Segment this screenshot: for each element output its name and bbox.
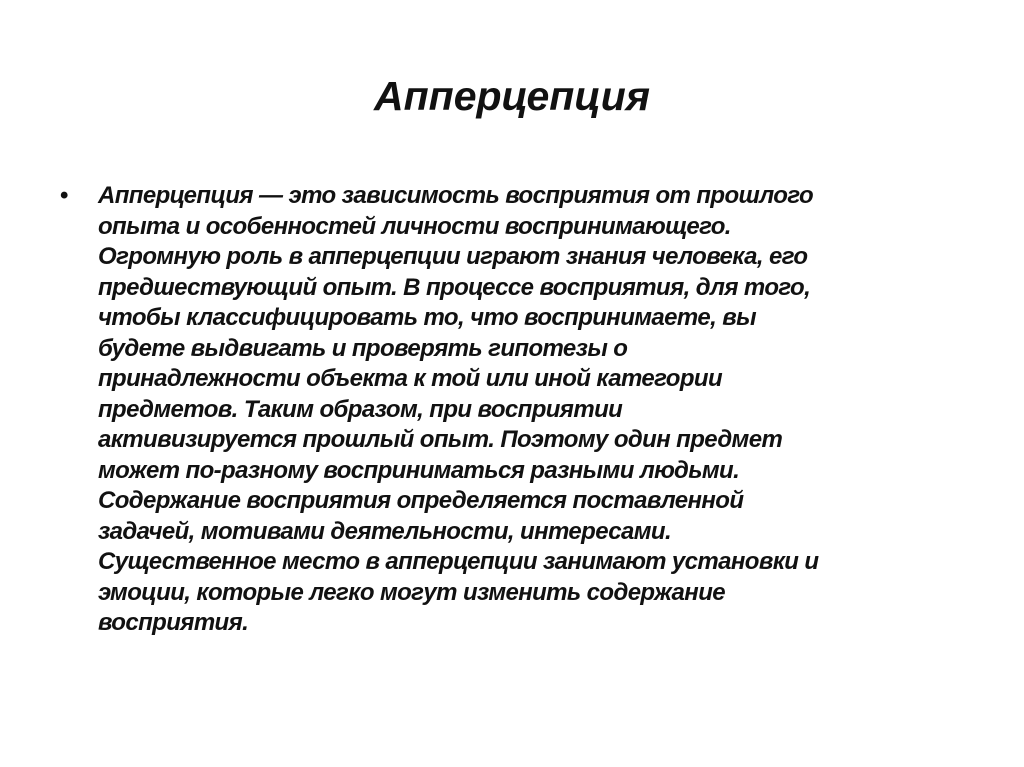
text-line: Содержание восприятия определяется поставленной bbox=[98, 487, 744, 514]
text-line: будете выдвигать и проверять гипотезы о bbox=[98, 334, 628, 362]
text-line: опыта и особенностей личности воспринимающего. bbox=[98, 212, 731, 240]
text-line: Существенное место в апперцепции занимают установки и bbox=[98, 548, 819, 575]
text-line: может по-разному восприниматься разными людьми. bbox=[98, 456, 740, 484]
text-line: предшествующий опыт. В процессе восприятия, для того, bbox=[98, 273, 811, 301]
slide-content bbox=[60, 181, 960, 639]
text-line: задачей, мотивами деятельности, интересами. bbox=[98, 517, 672, 545]
text-line: Апперцепция — это зависимость восприятия от прошлого bbox=[98, 182, 814, 209]
bullet-item bbox=[60, 181, 960, 639]
text-line: принадлежности объекта к той или иной категории bbox=[98, 365, 723, 392]
text-line: предметов. Таким образом, при восприятии bbox=[98, 395, 623, 423]
bullet-paragraph bbox=[98, 181, 960, 639]
text-line: Огромную роль в апперцепции играют знания человека, его bbox=[98, 243, 808, 270]
text-line: чтобы классифицировать то, что воспринимаете, вы bbox=[98, 304, 757, 331]
bullet-dot-icon: • bbox=[60, 182, 69, 209]
text-line: активизируется прошлый опыт. Поэтому один предмет bbox=[98, 426, 783, 453]
text-line: эмоции, которые легко могут изменить содержание bbox=[98, 578, 725, 606]
slide-title: Апперцепция bbox=[374, 73, 650, 119]
text-line: восприятия. bbox=[98, 609, 249, 636]
